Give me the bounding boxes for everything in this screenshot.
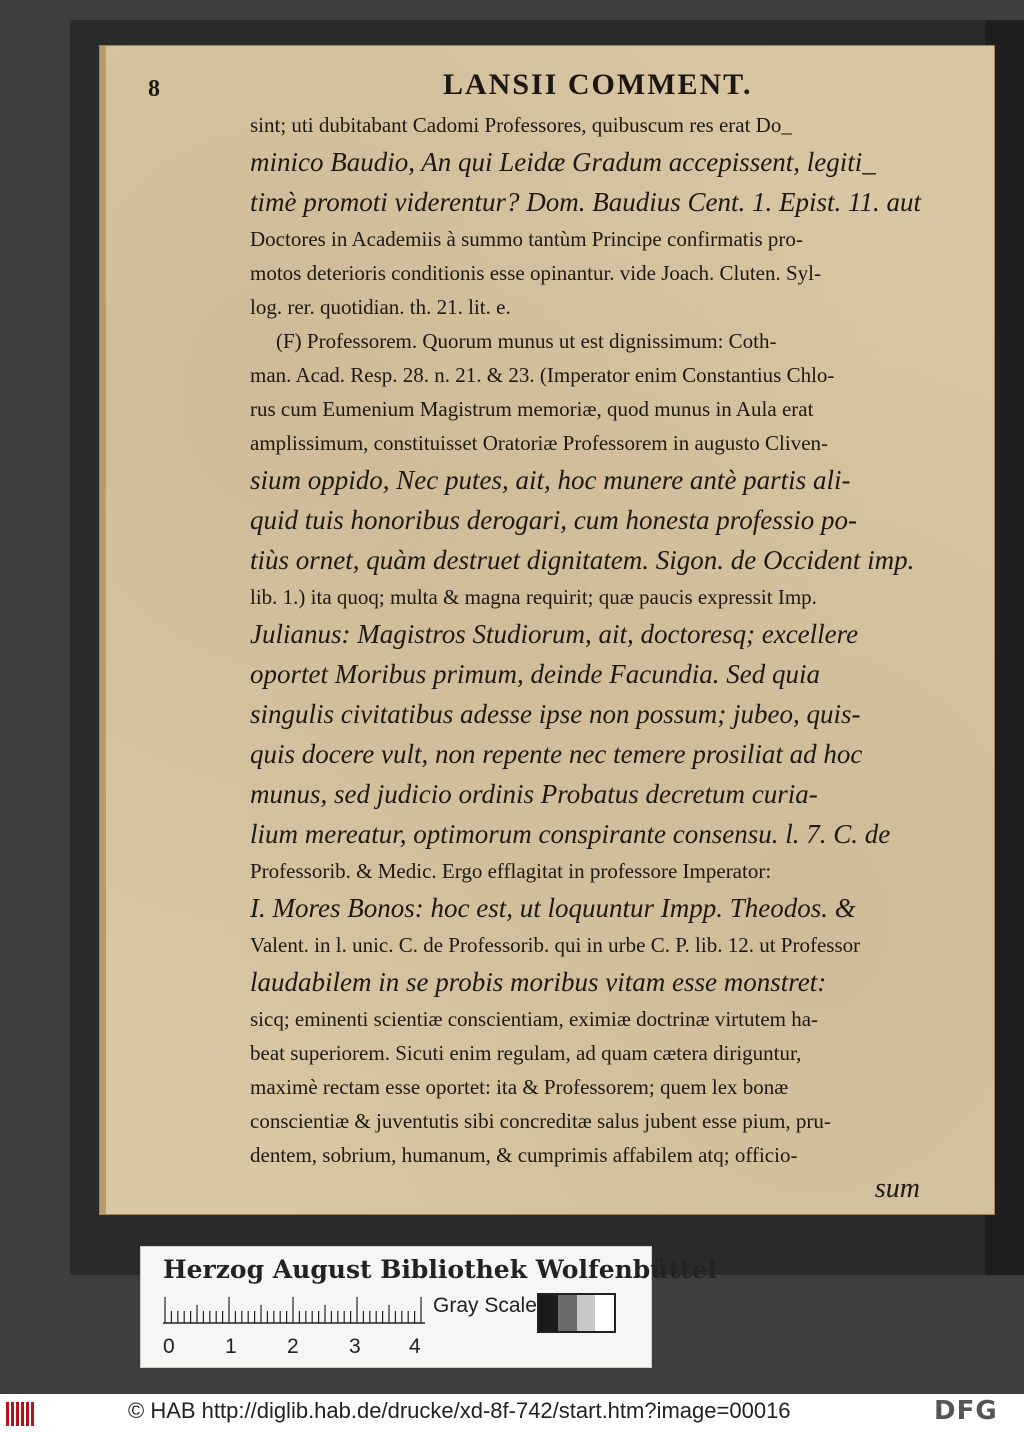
- ruler-number: 0: [163, 1335, 175, 1358]
- text-line: Julianus: Magistros Studiorum, ait, doctoresq; excellere: [250, 619, 859, 649]
- text-line: sium oppido, Nec putes, ait, hoc munere antè partis ali-: [250, 465, 851, 495]
- gray-swatch: [577, 1295, 596, 1331]
- text-line: maximè rectam esse oportet: ita & Professorem; quem lex bonæ: [250, 1075, 789, 1099]
- ruler-number: 2: [287, 1335, 299, 1358]
- text-line: Valent. in l. unic. C. de Professorib. qui in urbe C. P. lib. 12. ut Professor: [250, 933, 861, 957]
- text-line: beat superiorem. Sicuti enim regulam, ad quam cætera diriguntur,: [250, 1041, 802, 1065]
- dfg-logo: DFG: [934, 1396, 998, 1426]
- footer-bar: [0, 1394, 1024, 1432]
- text-line: rus cum Eumenium Magistrum memoriæ, quod munus in Aula erat: [250, 397, 814, 421]
- text-line: sint; uti dubitabant Cadomi Professores, quibuscum res erat Do_: [250, 113, 792, 137]
- text-line: sicq; eminenti scientiæ conscientiam, eximiæ doctrinæ virtutem ha-: [250, 1007, 819, 1031]
- text-line: Doctores in Academiis à summo tantùm Principe confirmatis pro-: [250, 227, 803, 251]
- gray-swatch: [595, 1295, 614, 1331]
- gray-scale-label: Gray Scale: [433, 1294, 537, 1317]
- catchword: sum: [874, 1173, 920, 1204]
- text-line: motos deterioris conditionis esse opinantur. vide Joach. Cluten. Syl-: [250, 261, 822, 285]
- text-line: laudabilem in se probis moribus vitam esse monstret:: [250, 967, 827, 997]
- text-line: quid tuis honoribus derogari, cum honesta professio po-: [250, 505, 857, 535]
- body-text: [250, 108, 930, 1204]
- text-line: munus, sed judicio ordinis Probatus decretum curia-: [250, 779, 818, 809]
- ruler-number: 3: [349, 1335, 361, 1358]
- text-line: Professorib. & Medic. Ergo efflagitat in professore Imperator:: [250, 859, 772, 883]
- gray-swatch: [539, 1295, 558, 1331]
- ruler-number: 1: [225, 1335, 237, 1358]
- gray-scale-swatches: [537, 1293, 616, 1333]
- library-label-card: [140, 1246, 717, 1368]
- page-number: 8: [148, 76, 160, 102]
- ruler-scale: [163, 1294, 433, 1324]
- text-line: man. Acad. Resp. 28. n. 21. & 23. (Imperator enim Constantius Chlo-: [250, 363, 835, 387]
- text-line: quis docere vult, non repente nec temere prosiliat ad hoc: [250, 739, 863, 769]
- ruler-labels: [163, 1335, 443, 1359]
- ruler-number: 4: [409, 1335, 421, 1358]
- text-line: log. rer. quotidian. th. 21. lit. e.: [250, 295, 511, 319]
- text-line: dentem, sobrium, humanum, & cumprimis affabilem atq; officio-: [250, 1143, 798, 1167]
- library-name: Herzog August Bibliothek Wolfenbüttel: [163, 1255, 717, 1284]
- footer-credit-link[interactable]: © HAB http://diglib.hab.de/drucke/xd-8f-742/start.htm?image=00016: [128, 1398, 791, 1423]
- text-line: oportet Moribus primum, deinde Facundia. Sed quia: [250, 659, 820, 689]
- text-line: tiùs ornet, quàm destruet dignitatem. Sigon. de Occident imp.: [250, 545, 915, 575]
- text-line: amplissimum, constituisset Oratoriæ Professorem in augusto Cliven-: [250, 431, 829, 455]
- text-line: lium mereatur, optimorum conspirante consensu. l. 7. C. de: [250, 819, 891, 849]
- gray-swatch: [558, 1295, 577, 1331]
- text-line: (F) Professorem. Quorum munus ut est dignissimum: Coth-: [276, 329, 777, 353]
- text-line: timè promoti viderentur? Dom. Baudius Cent. 1. Epist. 11. aut: [250, 187, 921, 217]
- text-line: singulis civitatibus adesse ipse non possum; jubeo, quis-: [250, 699, 861, 729]
- text-line: I. Mores Bonos: hoc est, ut loquuntur Impp. Theodos. &: [250, 893, 856, 923]
- running-head: LANSII COMMENT.: [443, 68, 753, 101]
- hab-logo-icon: [6, 1402, 42, 1426]
- text-line: lib. 1.) ita quoq; multa & magna requirit; quæ paucis expressit Imp.: [250, 585, 817, 609]
- text-line: conscientiæ & juventutis sibi concreditæ salus jubent esse pium, pru-: [250, 1109, 831, 1133]
- text-line: minico Baudio, An qui Leidæ Gradum accepissent, legiti_: [250, 147, 876, 177]
- page-header: [148, 64, 768, 104]
